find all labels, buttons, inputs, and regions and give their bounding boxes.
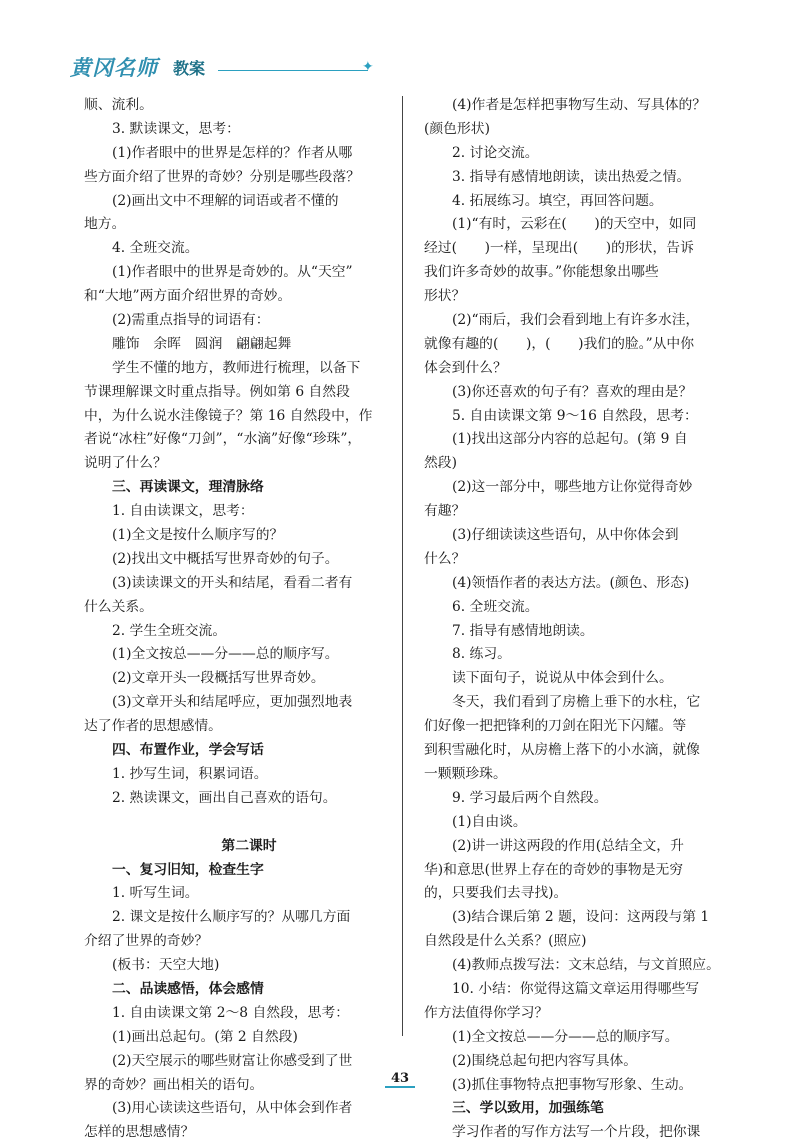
left-column-line: 三、再读课文，理清脉络 <box>112 479 264 496</box>
left-column-line: (板书：天空大地) <box>112 957 220 974</box>
left-column-line: 界的奇妙？画出相关的语句。 <box>84 1076 264 1093</box>
page-number <box>0 1067 800 1088</box>
left-column-line: 2. 学生全班交流。 <box>112 622 227 639</box>
right-column-line: (3)结合课后第 2 题，设问：这两段与第 1 <box>452 909 710 926</box>
left-column-line: (3)文章开头和结尾呼应，更加强烈地表 <box>112 694 353 711</box>
right-column-line: 华)和意思(世界上存在的奇妙的事物是无穷 <box>424 861 684 878</box>
right-column-line: 我们许多奇妙的故事。”你能想象出哪些 <box>424 264 659 281</box>
right-column-line: 作方法值得你学习？ <box>424 1004 549 1021</box>
left-column-line: 顺、流利。 <box>84 97 153 113</box>
left-column-line: 雕饰 余晖 圆润 翩翩起舞 <box>112 335 292 352</box>
right-column-line: (2)讲一讲这两段的作用(总结全文，升 <box>452 837 684 854</box>
header-rule <box>218 70 368 71</box>
left-column-line: 怎样的思想感情？ <box>84 1124 195 1141</box>
left-column-line: 节课理解课文时重点指导。例如第 6 自然段 <box>84 383 350 400</box>
right-column-line: 一颗颗珍珠。 <box>424 765 507 782</box>
right-column-line: 5. 自由读课文第 9～16 自然段，思考： <box>452 407 698 424</box>
right-column-line: 自然段是什么关系？(照应) <box>424 933 587 950</box>
right-column-line: 4. 拓展练习。填空，再回答问题。 <box>452 192 663 209</box>
left-column-line: 2. 课文是按什么顺序写的？从哪几方面 <box>112 909 351 926</box>
right-column-line: 学习作者的写作方法写一个片段，把你课 <box>452 1124 701 1141</box>
brand-logo: 黄冈名师 <box>70 56 158 80</box>
right-column-line: 三、学以致用，加强练笔 <box>452 1100 604 1117</box>
right-column-line: (3)你还喜欢的句子有？喜欢的理由是？ <box>452 383 693 400</box>
left-column-line: (2)需重点指导的词语有： <box>112 312 270 329</box>
left-column-line: 说明了什么？ <box>84 455 167 472</box>
right-column <box>424 94 754 1145</box>
brand-subtitle: 教案 <box>173 59 206 78</box>
left-column-line: (2)文章开头一段概括写世界奇妙。 <box>112 670 325 687</box>
right-column-line: (4)作者是怎样把事物写生动、写具体的？ <box>452 97 707 113</box>
left-column-line: 达了作者的思想感情。 <box>84 718 222 735</box>
left-column-line: (1)全文按总——分——总的顺序写。 <box>112 646 339 663</box>
right-column-line: (4)领悟作者的表达方法。(颜色、形态) <box>452 574 690 591</box>
left-column-line: (3)读读课文的开头和结尾，看看二者有 <box>112 574 353 591</box>
left-column-line: 什么关系。 <box>84 598 153 615</box>
left-column-line: 1. 自由读课文，思考： <box>112 503 254 520</box>
left-column-line: (1)全文是按什么顺序写的？ <box>112 527 284 544</box>
left-column-line: 和“大地”两方面介绍世界的奇妙。 <box>84 288 292 305</box>
right-column-line: 10. 小结：你觉得这篇文章运用得哪些写 <box>452 980 700 997</box>
right-column-line: 到积雪融化时，从房檐上落下的小水滴，就像 <box>424 742 700 759</box>
left-column-line: 第二课时 <box>221 837 277 854</box>
right-column-line: 有趣？ <box>424 503 466 520</box>
left-column-line: 3. 默读课文，思考： <box>112 120 240 137</box>
right-column-line: 读下面句子，说说从中体会到什么。 <box>452 670 673 687</box>
right-column-line: 经过( )一样，呈现出( )的形状，告诉 <box>424 240 694 257</box>
left-column-line: 1. 抄写生词，积累词语。 <box>112 765 268 782</box>
right-column-line: (1)自由谈。 <box>452 813 527 830</box>
right-column-line: (4)教师点拨写法：文末总结，与文首照应。 <box>452 957 720 974</box>
right-column-line: 8. 练习。 <box>452 646 511 663</box>
right-column-line: 体会到什么？ <box>424 359 507 376</box>
left-column-line: 地方。 <box>84 216 126 233</box>
left-column-line: 者说“冰柱”好像“刀剑”，“水滴”好像“珍珠”， <box>84 431 362 448</box>
left-column-line: (1)作者眼中的世界是奇妙的。从“天空” <box>112 264 353 281</box>
left-column <box>84 94 414 1145</box>
right-column-line: (1)全文按总——分——总的顺序写。 <box>452 1028 679 1045</box>
right-column-line: 冬天，我们看到了房檐上垂下的水柱，它 <box>452 694 701 711</box>
right-column-line: (2)这一部分中，哪些地方让你觉得奇妙 <box>452 479 693 496</box>
left-column-line: 一、复习旧知，检查生字 <box>112 861 264 878</box>
left-column-line: 学生不懂的地方，教师进行梳理，以备下 <box>112 359 361 376</box>
right-column-line: (2)“雨后，我们会看到地上有许多水洼， <box>452 312 700 329</box>
left-column-line: (3)用心读读这些语句，从中体会到作者 <box>112 1100 353 1117</box>
page-header <box>70 52 374 86</box>
right-column-line: 就像有趣的( )，( )我们的脸。”从中你 <box>424 335 695 352</box>
left-column-line: 些方面介绍了世界的奇妙？分别是哪些段落？ <box>84 168 360 185</box>
left-column-line: 中，为什么说水洼像镜子？第 16 自然段中，作 <box>84 407 373 424</box>
right-column-line: 形状？ <box>424 288 466 305</box>
page-number-text: 43 <box>385 1071 415 1088</box>
left-column-line: 二、品读感悟，体会感情 <box>112 980 264 997</box>
left-column-line: 1. 自由读课文第 2～8 自然段，思考： <box>112 1004 350 1021</box>
right-column-line: 什么？ <box>424 550 466 567</box>
sparkle-icon: ✦ <box>362 59 374 75</box>
left-column-line: (2)天空展示的哪些财富让你感受到了世 <box>112 1052 353 1069</box>
right-column-line: 们好像一把把锋利的刀剑在阳光下闪耀。等 <box>424 718 687 735</box>
left-column-line: (2)找出文中概括写世界奇妙的句子。 <box>112 550 339 567</box>
left-column-line: 4. 全班交流。 <box>112 240 199 257</box>
right-column-line: (颜色形状) <box>424 120 490 137</box>
left-column-line: 1. 听写生词。 <box>112 885 199 902</box>
left-column-line <box>84 811 414 835</box>
left-column-line: 四、布置作业，学会写话 <box>112 742 264 759</box>
right-column-line: (2)围绕总起句把内容写具体。 <box>452 1052 638 1069</box>
right-column-line: (1)“有时，云彩在( )的天空中，如同 <box>452 216 697 233</box>
right-column-line: 然段) <box>424 455 457 472</box>
left-column-line: (1)画出总起句。(第 2 自然段) <box>112 1028 298 1045</box>
right-column-line: 9. 学习最后两个自然段。 <box>452 789 608 806</box>
right-column-line: 6. 全班交流。 <box>452 598 539 615</box>
right-column-line: (3)仔细读读这些语句，从中你体会到 <box>452 527 679 544</box>
right-column-line: 7. 指导有感情地朗读。 <box>452 622 594 639</box>
right-column-line: (1)找出这部分内容的总起句。(第 9 自 <box>452 431 688 448</box>
left-column-line: 介绍了世界的奇妙？ <box>84 933 209 950</box>
left-column-line: 2. 熟读课文，画出自己喜欢的语句。 <box>112 789 337 806</box>
right-column-line: (3)抓住事物特点把事物写形象、生动。 <box>452 1076 693 1093</box>
right-column-line: 2. 讨论交流。 <box>452 144 539 161</box>
right-column-line: 3. 指导有感情地朗读，读出热爱之情。 <box>452 168 691 185</box>
right-column-line: 的，只要我们去寻找)。 <box>424 885 568 902</box>
left-column-line: (1)作者眼中的世界是怎样的？作者从哪 <box>112 144 353 161</box>
left-column-line: (2)画出文中不理解的词语或者不懂的 <box>112 192 339 209</box>
column-divider <box>402 96 403 1036</box>
